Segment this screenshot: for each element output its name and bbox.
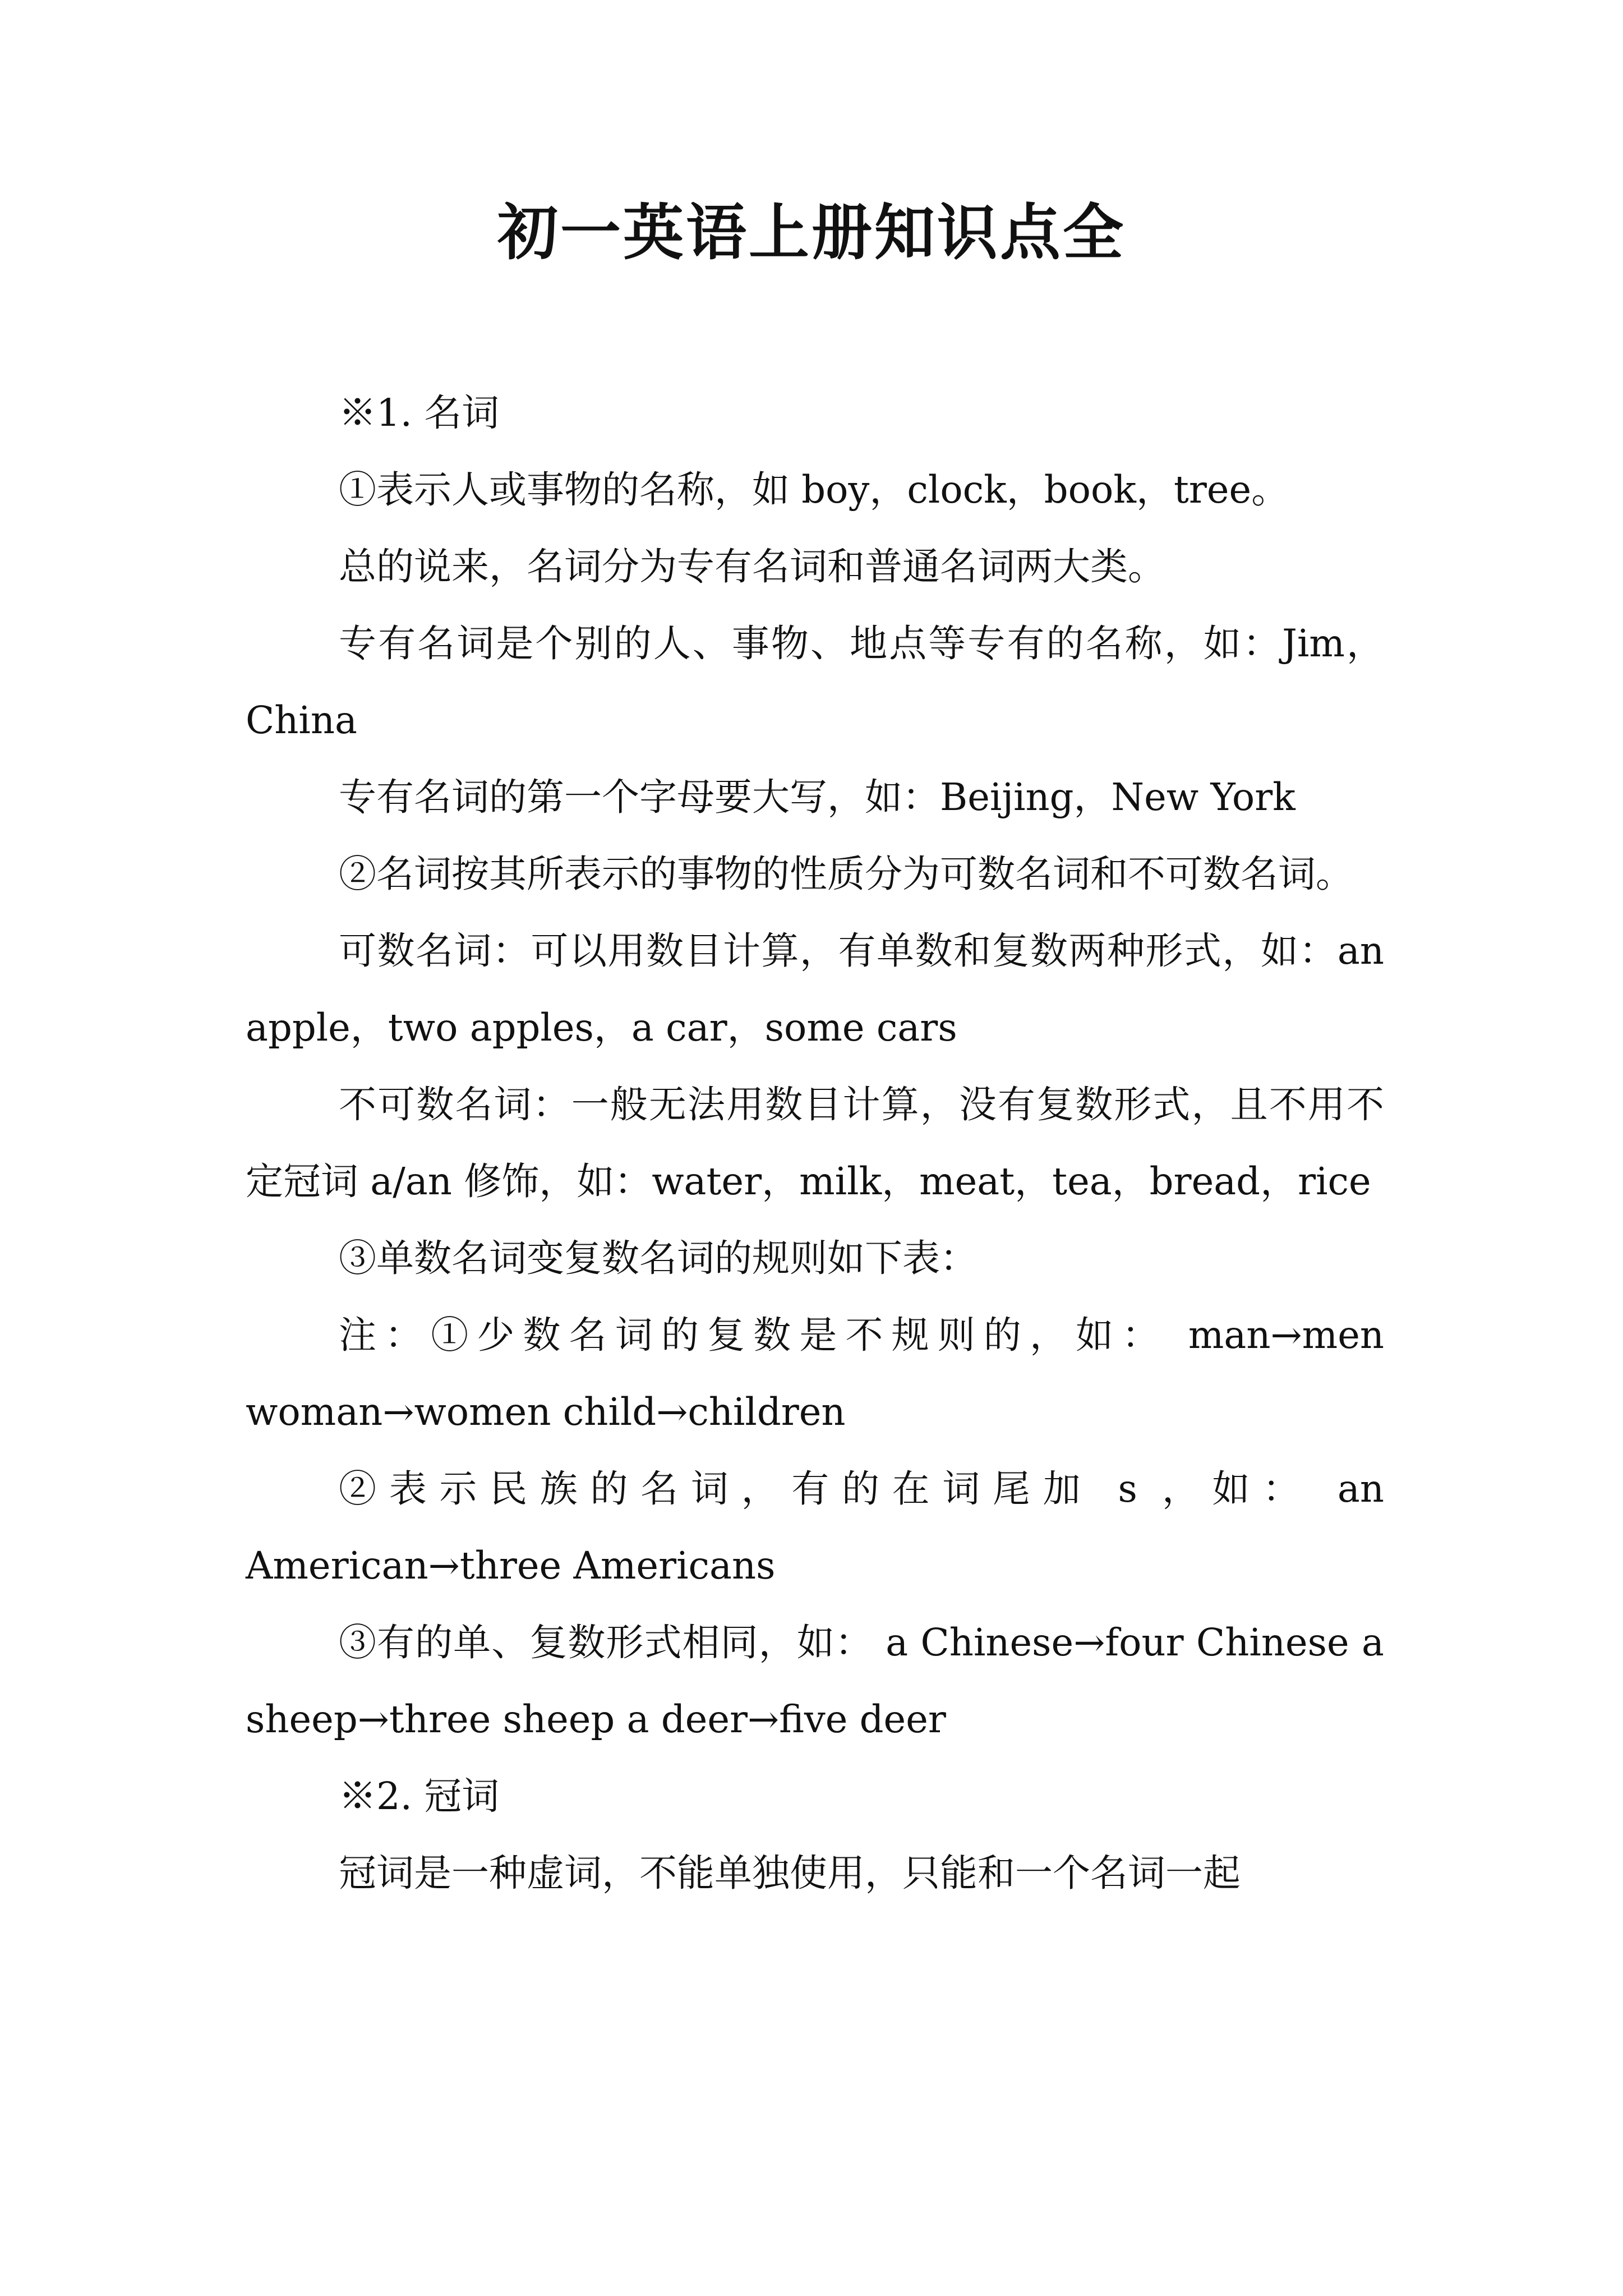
- paragraph: ③单数名词变复数名词的规则如下表：: [339, 1236, 978, 1280]
- paragraph: 专有名词的第一个字母要大写，如：Beijing，New York: [339, 775, 1295, 819]
- paragraph: 专有名词是个别的人、事物、地点等专有的名称，如：Jim，China: [246, 622, 1384, 742]
- section-heading-articles: ※2. 冠词: [339, 1774, 500, 1818]
- paragraph: 冠词是一种虚词，不能单独使用，只能和一个名词一起: [339, 1851, 1241, 1895]
- document-title: 初一英语上册知识点全: [497, 197, 1126, 268]
- paragraph: 可数名词：可以用数目计算，有单数和复数两种形式，如：an apple，two apples，a car，some cars: [246, 929, 1384, 1050]
- paragraph: 总的说来，名词分为专有名词和普通名词两大类。: [339, 545, 1165, 588]
- paragraph: 注：①少数名词的复数是不规则的，如： man→men woman→women child→children: [246, 1313, 1384, 1434]
- paragraph: ③有的单、复数形式相同，如： a Chinese→four Chinese a sheep→three sheep a deer→five deer: [246, 1621, 1384, 1741]
- section-heading-nouns: ※1. 名词: [339, 391, 500, 435]
- paragraph: ①表示人或事物的名称，如 boy，clock，book，tree。: [339, 468, 1289, 512]
- paragraph: ②表示民族的名词，有的在词尾加 s ，如： an American→three Americans: [246, 1467, 1384, 1588]
- document-body: [246, 375, 1384, 1912]
- paragraph: ②名词按其所表示的事物的性质分为可数名词和不可数名词。: [339, 852, 1353, 896]
- paragraph: 不可数名词：一般无法用数目计算，没有复数形式，且不用不定冠词 a/an 修饰，如：water，milk，meat，tea，bread，rice: [246, 1083, 1384, 1203]
